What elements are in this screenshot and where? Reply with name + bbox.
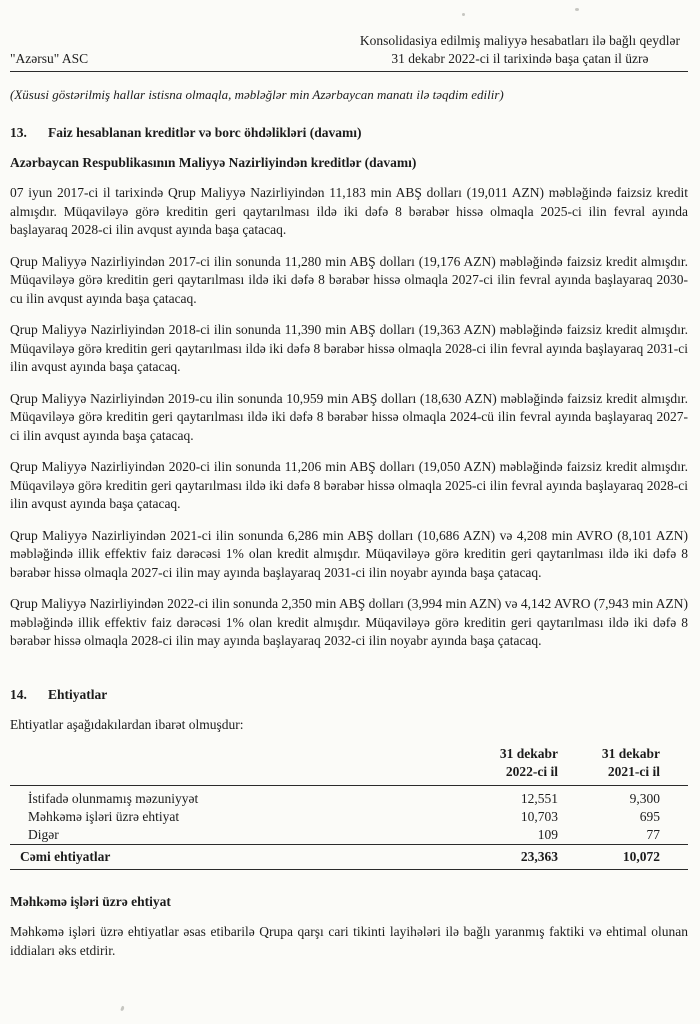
section-14-title: Ehtiyatlar [48, 686, 108, 702]
table-header-row [10, 744, 688, 786]
section-14-number: 14. [10, 686, 27, 702]
table-row [10, 808, 688, 826]
section-13-paragraph: Qrup Maliyyə Nazirliyindən 2018-ci ilin sonunda 11,390 min ABŞ dolları (19,363 AZN) məbləğində faizsiz kredit almışdır. Müqaviləyə görə kreditin geri qaytarılması ildə iki dəfə 8 bərabər hissə olmaqla 2028-ci ilin fevral ayında başlayaraq 2031-ci ilin avqust ayında başa çatacaq. [10, 322, 688, 375]
section-13-paragraph: Qrup Maliyyə Nazirliyindən 2022-ci ilin sonunda 2,350 min ABŞ dolları (3,994 min AZN) və 4,142 AVRO (7,943 min AZN) məbləğində illik effektiv faiz dərəcəsi 1% olan kredit almışdır. Müqaviləyə görə kreditin geri qaytarılması ildə iki dəfə 8 bərabər hissə olmaqla 2028-ci ilin may ayında başlayaraq 2032-ci ilin noyabr ayında başa çatacaq. [10, 596, 688, 649]
row-label: Məhkəmə işləri üzrə ehtiyat [28, 809, 180, 825]
scan-artifact [462, 13, 465, 16]
total-label: Cəmi ehtiyatlar [10, 845, 438, 870]
table-header-2022 [438, 744, 558, 786]
document-title [360, 32, 688, 68]
document-title-line1: Konsolidasiya edilmiş maliyyə hesabatları ilə bağlı qeydlər [359, 33, 680, 48]
section-13-paragraph: Qrup Maliyyə Nazirliyindən 2017-ci ilin sonunda 11,280 min ABŞ dolları (19,176 AZN) məbləğində faizsiz kredit almışdır. Müqaviləyə görə kreditin geri qaytarılması ildə iki dəfə 8 bərabər hissə olmaqla 2027-ci ilin fevral ayında başlayaraq 2030-cu ilin avqust ayında başa çatacaq. [10, 253, 688, 306]
row-value-2021: 695 [639, 809, 660, 825]
row-value-2022: 10,703 [520, 809, 558, 825]
table-header-2022-line2: 2022-ci il [505, 763, 558, 779]
table-row [10, 786, 688, 809]
row-value-2021: 9,300 [629, 791, 660, 807]
table-total-row [10, 845, 688, 870]
row-value-2021: 77 [646, 827, 660, 843]
company-name: "Azərsu" ASC [10, 51, 89, 67]
table-header-2021-line2: 2021-ci il [607, 763, 660, 779]
row-value-2022: 109 [537, 827, 558, 843]
total-value-2022: 23,363 [438, 845, 558, 870]
scan-artifact [120, 1006, 125, 1012]
table-header-empty [10, 744, 438, 786]
row-label: Digər [28, 827, 59, 843]
total-value-2021: 10,072 [558, 845, 688, 870]
section-13-heading [10, 125, 688, 141]
provisions-table [10, 744, 688, 870]
row-label: İstifadə olunmamış məzuniyyət [28, 791, 199, 807]
section-13-paragraph: 07 iyun 2017-ci il tarixində Qrup Maliyyə Nazirliyindən 11,183 min ABŞ dolları (19,011 AZN) məbləğində faizsiz kredit almışdır. Müqaviləyə görə kreditin geri qaytarılması ildə iki dəfə 8 bərabər hissə olmaqla 2025-ci ilin fevral ayında başlayaraq 2028-ci ilin avqust ayında başa çatacaq. [10, 185, 688, 238]
section-13-subheading: Azərbaycan Respublikasının Maliyyə Nazirliyindən kreditlər (davamı) [10, 155, 417, 171]
scan-artifact [575, 8, 579, 11]
page-header [10, 32, 688, 72]
table-header-2021 [558, 744, 688, 786]
section-13-paragraph: Qrup Maliyyə Nazirliyindən 2021-ci ilin sonunda 6,286 min ABŞ dolları (10,686 AZN) və 4,208 min AVRO (8,101 AZN) məbləğində illik effektiv faiz dərəcəsi 1% olan kredit almışdır. Müqaviləyə görə kreditin geri qaytarılması ildə iki dəfə 8 bərabər hissə olmaqla 2027-ci ilin may ayında başlayaraq 2031-ci ilin noyabr ayında başa çatacaq. [10, 527, 688, 580]
section-14-intro: Ehtiyatlar aşağıdakılardan ibarət olmuşdur: [10, 716, 244, 732]
row-value-2022: 12,551 [520, 791, 558, 807]
section-13-paragraph: Qrup Maliyyə Nazirliyindən 2019-cu ilin sonunda 10,959 min ABŞ dolları (18,630 AZN) məbləğində faizsiz kredit almışdır. Müqaviləyə görə kreditin geri qaytarılması ildə iki dəfə 8 bərabər hissə olmaqla 2024-cü ilin fevral ayında başlayaraq 2027-ci ilin avqust ayında başa çatacaq. [10, 390, 688, 443]
litigation-paragraph: Məhkəmə işləri üzrə ehtiyatlar əsas etibarilə Qrupa qarşı cari tikinti layihələri ilə bağlı yaranmış faktiki və ehtimal olunan iddiaları əks etdirir. [10, 924, 688, 958]
section-13-paragraph: Qrup Maliyyə Nazirliyindən 2020-ci ilin sonunda 11,206 min ABŞ dolları (19,050 AZN) məbləğində faizsiz kredit almışdır. Müqaviləyə görə kreditin geri qaytarılması ildə iki dəfə 8 bərabər hissə olmaqla 2025-ci ilin fevral ayında başlayaraq 2028-ci ilin avqust ayında başa çatacaq. [10, 459, 688, 512]
table-header-2021-line1: 31 dekabr [601, 746, 660, 762]
presentation-currency-note: (Xüsusi göstərilmiş hallar istisna olmaqla, məbləğlər min Azərbaycan manatı ilə təqdim edilir) [10, 87, 504, 103]
table-header-2022-line1: 31 dekabr [499, 746, 558, 762]
section-14-heading [10, 687, 688, 703]
section-13-number: 13. [10, 125, 27, 141]
litigation-subheading: Məhkəmə işləri üzrə ehtiyat [10, 894, 171, 910]
document-title-line2: 31 dekabr 2022-ci il tarixində başa çatan il üzrə [391, 51, 649, 67]
section-13-title: Faiz hesablanan kreditlər və borc öhdəlikləri (davamı) [48, 125, 362, 141]
table-row [10, 826, 688, 845]
